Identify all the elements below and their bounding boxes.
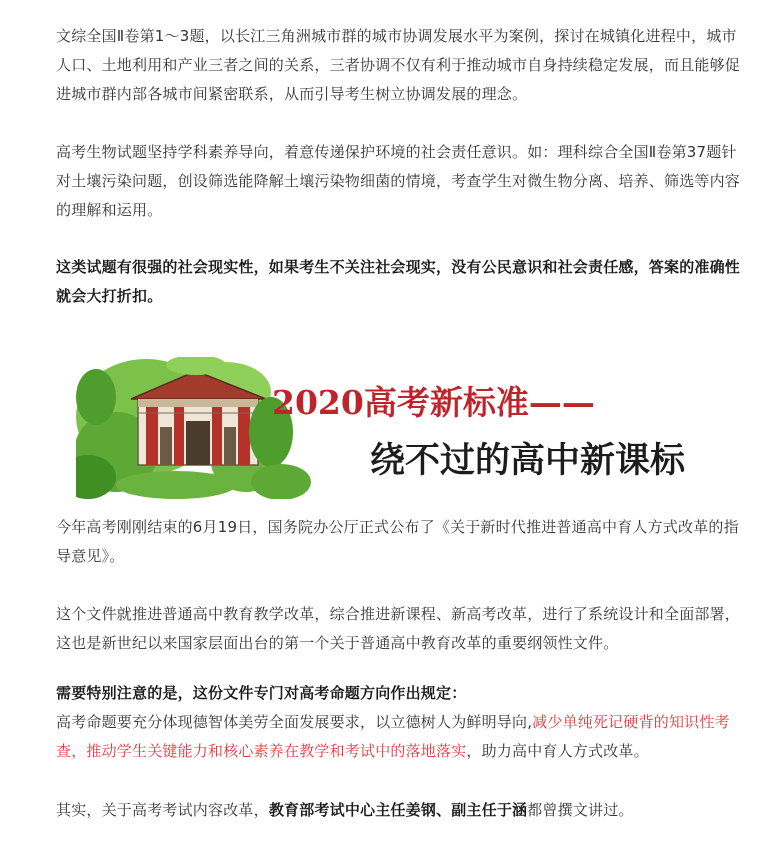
text-normal: 高考命题要充分体现德智体美劳全面发展要求，以立德树人为鲜明导向, — [56, 713, 533, 731]
banner-image — [76, 357, 740, 499]
paragraph-state-council: 今年高考刚刚结束的6月19日，国务院办公厅正式公布了《关于新时代推进普通高中育人方式改革的指导意见》。 — [56, 518, 739, 565]
paragraph-exam-requirements — [56, 679, 740, 766]
paragraph-exam-reform — [56, 796, 740, 825]
article-body — [56, 22, 740, 825]
text-highlight-red: 减少单纯死记硬背的知识性考查，推动学生关键能力和核心素养在教学和考试中的落地落实 — [56, 713, 730, 760]
banner-title-line-1: 2020高考新标准—— — [272, 383, 595, 422]
banner-title-line-2: 绕不过的高中新课标 — [370, 440, 686, 481]
paragraph-social-reality: 这类试题有很强的社会现实性，如果考生不关注社会现实，没有公民意识和社会责任感，答案的准确性就会大打折扣。 — [56, 258, 741, 305]
text-normal: 其实，关于高考考试内容改革， — [56, 801, 269, 819]
paragraph-heading: 需要特别注意的是，这份文件专门对高考命题方向作出规定： — [56, 684, 467, 702]
paragraph-document-design: 这个文件就推进普通高中教育教学改革，综合推进新课程、新高考改革，进行了系统设计和全面部署，这也是新世纪以来国家层面出台的第一个关于普通高中教育改革的重要纲领性文件。 — [56, 605, 741, 652]
text-normal: ，助力高中育人方式改革。 — [466, 742, 649, 760]
paragraph-biology-exam: 高考生物试题坚持学科素养导向，着意传递保护环境的社会责任意识。如：理科综合全国Ⅱ卷第37题针对土壤污染问题，创设筛选能降解土壤污染物细菌的情境，考查学生对微生物分离、培养、筛选等内容的理解和运用。 — [56, 143, 741, 219]
text-normal: 都曾撰文讲过。 — [527, 801, 634, 819]
paragraph-geography-exam: 文综全国Ⅱ卷第1～3题，以长江三角洲城市群的城市协调发展水平为案例，探讨在城镇化进程中，城市人口、土地利用和产业三者之间的关系，三者协调不仅有利于推动城市自身持续稳定发展，而且能够促进城市群内部各城市间紧密联系，从而引导考生树立协调发展的理念。 — [56, 27, 741, 103]
text-bold-names: 教育部考试中心主任姜钢、副主任于涵 — [268, 801, 528, 819]
